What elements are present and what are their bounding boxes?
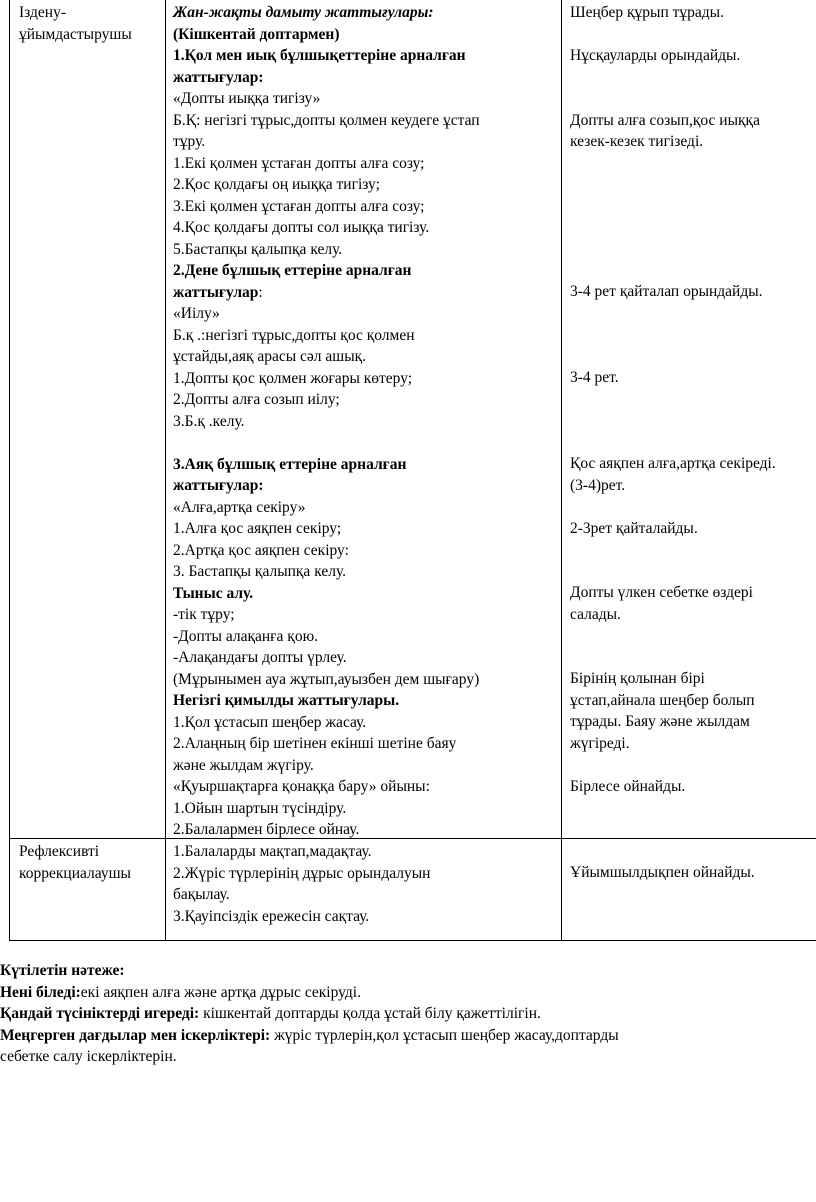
lesson-table [9,0,816,941]
text-line: 1.Екі қолмен ұстаған допты алға созу; [173,154,425,172]
punctuation: : [258,283,263,301]
text-line: бақылау. [173,886,230,903]
exercise-name: «Допты иыққа тигізу» [173,90,321,107]
column-divider [165,0,166,940]
text-line: «Қуыршақтарға қонаққа бару» ойыны: [173,778,430,795]
teacher-activities [173,2,480,841]
text-line: Қос аяқпен алға,артқа секіреді. [570,455,776,472]
stage-label-line: Іздену- [19,4,66,21]
text-line: 4.Қос қолдағы допты сол иыққа тигізу. [173,219,430,236]
reflexive-activities [173,841,430,927]
result-text: екі аяқпен алға және артқа дұрыс секіруді. [80,983,361,1001]
text-line: 1.Қол ұстасып шеңбер жасау. [173,713,367,731]
text-line: Бірлесе ойнайды. [570,777,686,795]
text-line: салады. [570,605,621,623]
text-line: 1.Допты қос қолмен жоғары көтеру; [173,369,413,387]
result-text: себетке салу іскерліктерін. [0,1048,177,1065]
blank-line [570,647,776,669]
text-line: тұрады. Баяу және жылдам [570,713,750,730]
text-line: Бірінің қолынан бірі [570,670,705,687]
text-line: 3.Б.қ .келу. [173,412,245,430]
text-line: (3-4)рет. [570,476,626,494]
text-line: 2.Жүріс түрлерінің дұрыс орындалуын [173,864,431,882]
text-line: және жылдам жүгіру. [173,756,314,774]
exercise-heading: 1.Қол мен иық бұлшықеттеріне арналған [173,47,466,64]
blank-line [570,539,776,561]
blank-line [570,754,776,776]
text-line: ұстайды,аяқ арасы сәл ашық. [173,348,367,365]
child-activities-reflexive [570,862,755,884]
blank-line [570,625,776,647]
result-skills [0,1025,816,1047]
exercise-name: «Алға,артқа секіру» [173,498,306,516]
blank-line [570,561,776,583]
result-heading: Күтілетін нәтеже: [0,962,125,979]
text-line: 5.Бастапқы қалыпқа келу. [173,240,343,258]
exercise-name: «Иілу» [173,305,220,322]
text-line: ұстап,айнала шеңбер болып [570,691,755,709]
blank-line [570,496,776,518]
child-activities [570,453,776,797]
stage-label-line: Рефлексивті [19,843,100,860]
result-label: Меңгерген дағдылар мен іскерліктері: [0,1026,271,1044]
text-line: (Мұрынымен ауа жұтып,ауызбен дем шығару) [173,670,480,688]
exercise-heading: 2.Дене бұлшық еттеріне арналған [173,262,412,279]
blank-line [570,24,760,46]
text-line: Допты алға созып,қос иыққа [570,111,760,129]
text-line: Нұсқауларды орындайды. [570,47,741,64]
text-line: 3.Екі қолмен ұстаған допты алға созу; [173,197,425,215]
child-activities [570,2,760,153]
section-subtitle: (Кішкентай доптармен) [173,25,340,43]
result-text: кішкентай доптарды қолда ұстай білу қажеттілігін. [199,1005,541,1022]
text-line: -Допты алақанға қою. [173,627,319,645]
child-activities [570,281,763,303]
text-line: -Алақандағы допты үрлеу. [173,649,347,666]
result-text: жүріс түрлерін,қол ұстасып шеңбер жасау,доптарды [270,1026,619,1044]
text-line: 2.Допты алға созып иілу; [173,391,340,408]
text-line: Ұйымшылдықпен ойнайды. [570,864,755,881]
text-line: Б.Қ: негізгі тұрыс,допты қолмен кеудеге ұстап [173,111,480,129]
section-title: Жан-жақты дамыту жаттығулары: [173,4,434,21]
text-line: 2.Алаңның бір шетінен екінші шетіне баяу [173,735,457,752]
exercise-heading: жаттығулар: [173,68,264,86]
text-line: -тік тұру; [173,606,235,623]
result-knows [0,982,816,1004]
text-line: 1.Балаларды мақтап,мадақтау. [173,843,372,860]
text-line: кезек-кезек тигізеді. [570,133,704,150]
text-line: 3-4 рет. [570,369,619,386]
blank-line [173,432,480,454]
exercise-heading-line [173,282,480,304]
text-line: жүгіреді. [570,734,630,752]
stage-label-search [19,2,132,45]
column-divider [561,0,562,940]
text-line: Допты үлкен себетке өздері [570,584,753,601]
text-line: тұру. [173,133,206,150]
stage-label-line: ұйымдастырушы [19,25,132,43]
text-line: Б.қ .:негізгі тұрыс,допты қос қолмен [173,326,415,344]
text-line: 2.Балалармен бірлесе ойнау. [173,821,360,838]
text-line: 2.Қос қолдағы оң иыққа тигізу; [173,176,380,193]
result-label: Қандай түсініктерді игереді: [0,1005,200,1022]
text-line: 2.Артқа қос аяқпен секіру: [173,541,349,559]
stage-label-reflexive [19,841,131,884]
text-line: 3.Қауіпсіздік ережесін сақтау. [173,907,370,925]
blank-line [570,88,760,110]
exercise-heading: Негізгі қимылды жаттығулары. [173,692,400,709]
result-label: Нені біледі: [0,983,81,1001]
expected-result [0,960,816,1068]
text-line: 3. Бастапқы қалыпқа келу. [173,563,347,580]
exercise-heading: жаттығулар [173,283,259,301]
exercise-heading: 3.Аяқ бұлшық еттеріне арналған [173,455,407,473]
text-line: 1.Алға қос аяқпен секіру; [173,520,342,537]
text-line: 1.Ойын шартын түсіндіру. [173,799,347,817]
exercise-heading: Тыныс алу. [173,584,254,602]
stage-label-line: коррекциалаушы [19,864,131,882]
result-concepts [0,1003,816,1025]
exercise-heading: жаттығулар: [173,477,264,494]
text-line: 2-3рет қайталайды. [570,519,698,537]
text-line: 3-4 рет қайталап орындайды. [570,283,763,300]
text-line: Шеңбер құрып тұрады. [570,4,724,21]
blank-line [570,67,760,89]
child-activities [570,367,619,389]
